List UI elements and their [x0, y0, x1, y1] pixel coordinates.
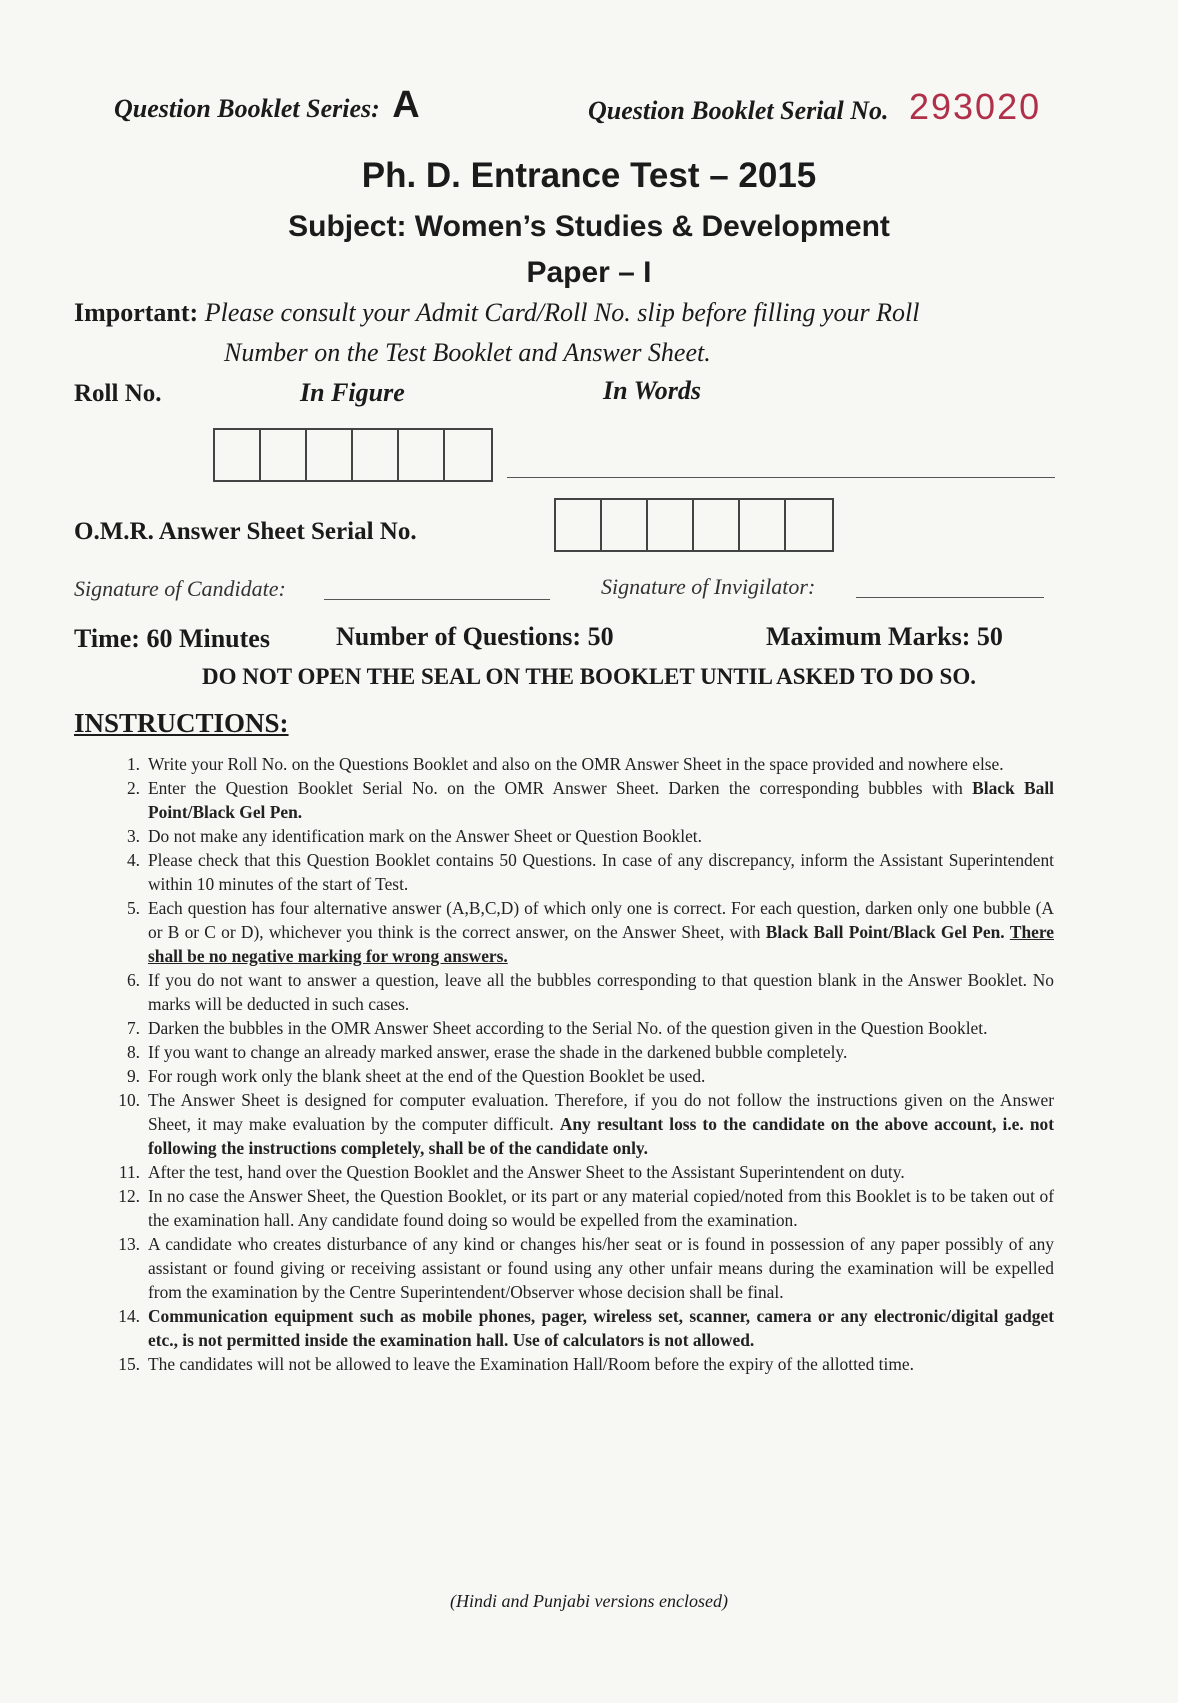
- instruction-item: 4. Please check that this Question Booklet contains 50 Questions. In case of any discrepancy, inform the Assistant Superintendent within 10 minutes of the start of Test.: [126, 850, 1054, 894]
- instructions-heading: INSTRUCTIONS:: [74, 708, 289, 738]
- instruction-item: 2. Enter the Question Booklet Serial No. on the OMR Answer Sheet. Darken the corresponding bubbles with Black Ball Point/Black Gel Pen.: [126, 778, 1055, 822]
- candidate-signature-line[interactable]: [324, 599, 550, 600]
- omr-digit-box[interactable]: [556, 500, 602, 550]
- important-line1: Please consult your Admit Card/Roll No. slip before filling your Roll: [204, 298, 920, 327]
- important-label: Important:: [74, 298, 199, 327]
- instruction-item: 10. The Answer Sheet is designed for computer evaluation. Therefore, if you do not follow the instructions given on the Answer Sheet, it may make evaluation by the computer difficult. Any resultant loss to the candidate on the above account, i.e. not following the instructions completely, shall be of the candidate only.: [118, 1090, 1054, 1158]
- instruction-item: 8. If you want to change an already marked answer, erase the shade in the darkened bubble completely.: [126, 1042, 848, 1062]
- instruction-item: 1. Write your Roll No. on the Questions Booklet and also on the OMR Answer Sheet in the space provided and nowhere else.: [126, 754, 1004, 774]
- questions-info: Number of Questions: 50: [336, 622, 614, 651]
- seal-warning: DO NOT OPEN THE SEAL ON THE BOOKLET UNTIL ASKED TO DO SO.: [202, 664, 976, 689]
- instruction-item: 11. After the test, hand over the Question Booklet and the Answer Sheet to the Assistant Superintendent on duty.: [118, 1162, 905, 1182]
- omr-digit-box[interactable]: [602, 500, 648, 550]
- invigilator-signature-line[interactable]: [856, 597, 1044, 598]
- instructions-list: [110, 752, 1054, 1376]
- instruction-item: 9. For rough work only the blank sheet at the end of the Question Booklet be used.: [126, 1066, 706, 1086]
- roll-digit-box[interactable]: [399, 430, 445, 480]
- roll-number-boxes[interactable]: [213, 428, 493, 482]
- instruction-item: 7. Darken the bubbles in the OMR Answer Sheet according to the Serial No. of the question given in the Question Booklet.: [126, 1018, 988, 1038]
- roll-in-words-line[interactable]: [507, 477, 1055, 478]
- instruction-item: 5. Each question has four alternative answer (A,B,C,D) of which only one is correct. For each question, darken only one bubble (A or B or C or D), whichever you think is the correct answer, on the Answer Sheet, with Black Ball Point/Black Gel Pen. There shall be no negative marking for wrong answers.: [126, 898, 1054, 966]
- candidate-signature-label: Signature of Candidate:: [74, 576, 286, 601]
- serial-field: [588, 86, 1041, 128]
- roll-digit-box[interactable]: [215, 430, 261, 480]
- in-figure-label: In Figure: [300, 378, 405, 407]
- omr-digit-box[interactable]: [648, 500, 694, 550]
- time-info: Time: 60 Minutes: [74, 624, 270, 653]
- roll-digit-box[interactable]: [353, 430, 399, 480]
- series-value: A: [392, 84, 420, 126]
- paper-title: Paper – I: [526, 256, 652, 289]
- serial-value: 293020: [908, 86, 1042, 127]
- instruction-item: 14. Communication equipment such as mobile phones, pager, wireless set, scanner, camera or any electronic/digital gadget etc., is not permitted inside the examination hall. Use of calculators is not allowed.: [118, 1306, 1054, 1350]
- exam-title: Ph. D. Entrance Test – 2015: [361, 156, 817, 195]
- roll-label: Roll No.: [74, 380, 162, 407]
- instruction-item: 13. A candidate who creates disturbance of any kind or changes his/her seat or is found in possession of any paper possibly of any assistant or found giving or receiving assistant or found using any other unfair means during the examination will be expelled from the examination by the Centre Superintendent/Observer whose decision shall be final.: [118, 1234, 1054, 1302]
- instruction-item: 12. In no case the Answer Sheet, the Question Booklet, or its part or any material copied/noted from this Booklet is to be taken out of the examination hall. Any candidate found doing so would be expelled from the examination.: [118, 1186, 1054, 1230]
- instruction-item: 3. Do not make any identification mark on the Answer Sheet or Question Booklet.: [126, 826, 702, 846]
- important-line2: Number on the Test Booklet and Answer Sheet.: [224, 338, 711, 367]
- omr-label: O.M.R. Answer Sheet Serial No.: [74, 518, 417, 545]
- serial-label: Question Booklet Serial No.: [588, 96, 889, 125]
- instruction-item: 6. If you do not want to answer a question, leave all the bubbles corresponding to that question blank in the Answer Booklet. No marks will be deducted in such cases.: [126, 970, 1054, 1014]
- omr-digit-box[interactable]: [786, 500, 832, 550]
- in-words-label: In Words: [603, 376, 702, 405]
- series-field: [114, 84, 420, 127]
- instruction-item: 15. The candidates will not be allowed to leave the Examination Hall/Room before the expiry of the allotted time.: [118, 1354, 914, 1374]
- omr-serial-boxes[interactable]: [554, 498, 834, 552]
- roll-digit-box[interactable]: [445, 430, 491, 480]
- roll-digit-box[interactable]: [261, 430, 307, 480]
- omr-digit-box[interactable]: [694, 500, 740, 550]
- marks-info: Maximum Marks: 50: [766, 622, 1003, 651]
- invigilator-signature-label: Signature of Invigilator:: [601, 574, 816, 599]
- subject-title: Subject: Women’s Studies & Development: [288, 210, 890, 243]
- series-label: Question Booklet Series:: [114, 94, 380, 123]
- footer-note: (Hindi and Punjabi versions enclosed): [450, 1591, 728, 1611]
- omr-digit-box[interactable]: [740, 500, 786, 550]
- important-note: [74, 298, 919, 328]
- roll-digit-box[interactable]: [307, 430, 353, 480]
